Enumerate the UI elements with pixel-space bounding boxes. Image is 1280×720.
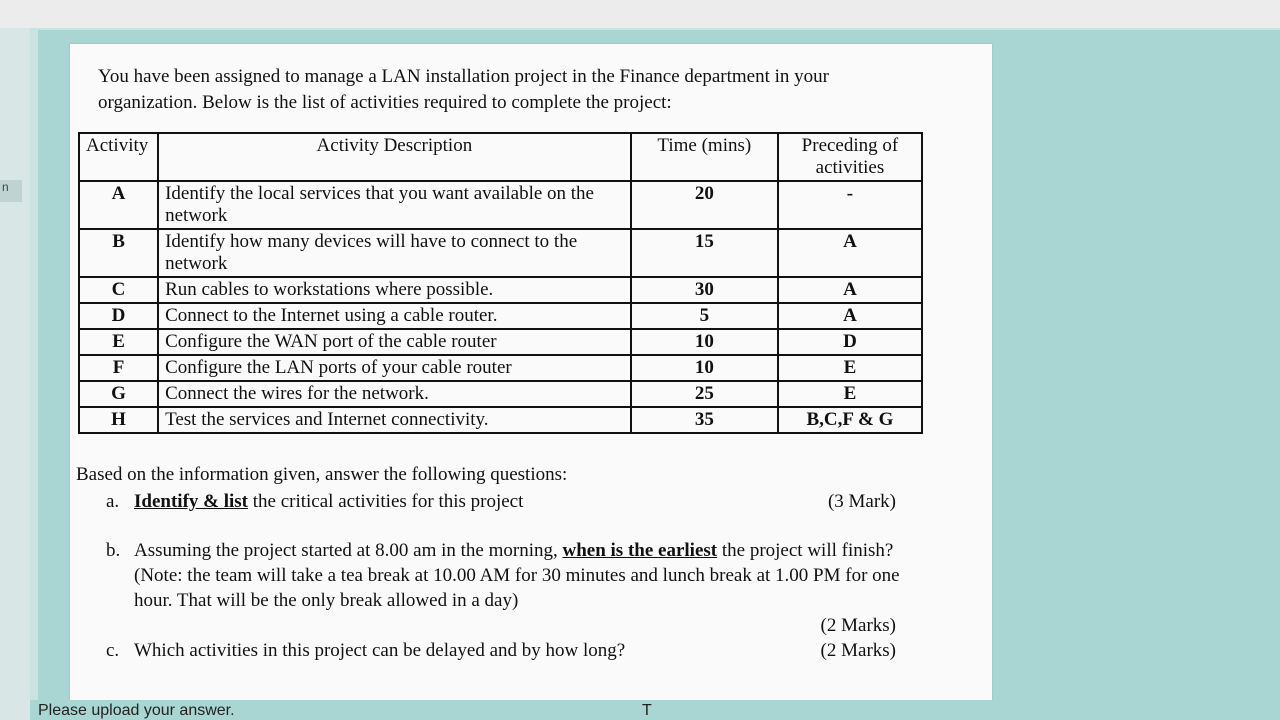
description-cell: Identify how many devices will have to connect to the network <box>158 229 631 277</box>
time-cell: 35 <box>631 407 778 433</box>
question-a-emphasis: Identify & list <box>134 491 248 512</box>
time-cell: 15 <box>631 229 778 277</box>
table-row <box>79 181 922 229</box>
activity-cell: E <box>79 329 158 355</box>
table-row <box>79 329 922 355</box>
description-cell: Identify the local services that you want available on the network <box>158 181 631 229</box>
description-cell: Configure the LAN ports of your cable router <box>158 355 631 381</box>
question-b-letter: b. <box>106 540 121 561</box>
header-description: Activity Description <box>158 133 631 181</box>
activity-cell: G <box>79 381 158 407</box>
table-header-row <box>79 133 922 181</box>
activity-cell: B <box>79 229 158 277</box>
header-time: Time (mins) <box>631 133 778 181</box>
upload-prompt: Please upload your answer. <box>38 702 235 719</box>
activity-table <box>78 132 923 434</box>
intro-line-1: You have been assigned to manage a LAN installation project in the Finance department in your <box>98 66 829 87</box>
question-a <box>76 489 956 514</box>
preceding-cell: E <box>778 355 922 381</box>
question-a-text: the critical activities for this project <box>248 491 524 512</box>
preceding-cell: A <box>778 229 922 277</box>
top-strip <box>0 0 1280 28</box>
question-a-marks: (3 Mark) <box>827 491 896 512</box>
activity-cell: D <box>79 303 158 329</box>
header-preceding: Preceding of activities <box>778 133 922 181</box>
intro-paragraph <box>98 64 958 116</box>
question-image <box>70 44 992 704</box>
questions-section <box>76 462 956 663</box>
activity-cell: H <box>79 407 158 433</box>
preceding-cell: - <box>778 181 922 229</box>
time-cell: 25 <box>631 381 778 407</box>
table-row <box>79 407 922 433</box>
activity-cell: A <box>79 181 158 229</box>
question-c <box>76 638 956 663</box>
text-cursor-icon: T <box>642 702 652 719</box>
description-cell: Configure the WAN port of the cable router <box>158 329 631 355</box>
activity-cell: C <box>79 277 158 303</box>
questions-lead: Based on the information given, answer the following questions: <box>76 464 568 485</box>
activity-cell: F <box>79 355 158 381</box>
table-row <box>79 355 922 381</box>
description-cell: Run cables to workstations where possible. <box>158 277 631 303</box>
preceding-cell: E <box>778 381 922 407</box>
question-b-marks: (2 Marks) <box>820 615 896 636</box>
question-b-post: the project will finish? (Note: the team will take a tea break at 10.00 AM for 30 minutes and lunch break at 1.00 PM for one hour. That will be the only break allowed in a day) <box>134 540 900 611</box>
left-edge-tab: n <box>0 180 22 202</box>
description-cell: Connect to the Internet using a cable router. <box>158 303 631 329</box>
time-cell: 20 <box>631 181 778 229</box>
intro-line-2: organization. Below is the list of activities required to complete the project: <box>98 92 672 113</box>
question-c-text: Which activities in this project can be delayed and by how long? <box>134 640 626 661</box>
question-a-letter: a. <box>106 491 120 512</box>
question-c-marks: (2 Marks) <box>820 640 896 661</box>
description-cell: Test the services and Internet connectivity. <box>158 407 631 433</box>
description-cell: Connect the wires for the network. <box>158 381 631 407</box>
table-row <box>79 381 922 407</box>
preceding-cell: B,C,F & G <box>778 407 922 433</box>
question-c-letter: c. <box>106 640 120 661</box>
question-b <box>76 538 956 613</box>
table-row <box>79 229 922 277</box>
preceding-cell: D <box>778 329 922 355</box>
question-b-emphasis: when is the earliest <box>562 540 718 561</box>
header-activity: Activity <box>79 133 158 181</box>
preceding-cell: A <box>778 277 922 303</box>
question-b-pre: Assuming the project started at 8.00 am in the morning, <box>134 540 563 561</box>
table-row <box>79 303 922 329</box>
table-row <box>79 277 922 303</box>
left-gutter <box>0 28 30 720</box>
question-b-marks-row <box>76 613 956 638</box>
time-cell: 5 <box>631 303 778 329</box>
time-cell: 30 <box>631 277 778 303</box>
time-cell: 10 <box>631 355 778 381</box>
preceding-cell: A <box>778 303 922 329</box>
time-cell: 10 <box>631 329 778 355</box>
